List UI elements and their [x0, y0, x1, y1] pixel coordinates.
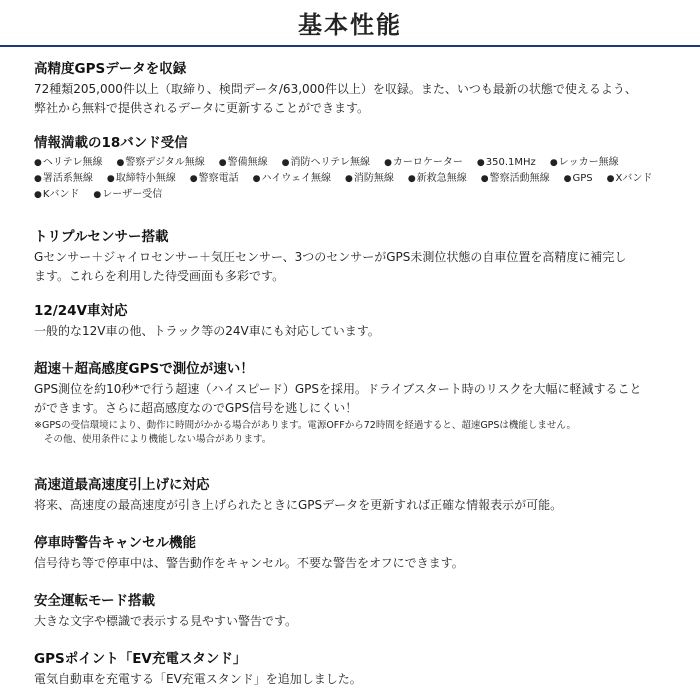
band-label: 署活系無線 — [42, 173, 93, 184]
section-12-24v — [34, 302, 674, 341]
body-line: ます。これらを利用した待受画面も多彩です。 — [34, 269, 285, 283]
band-label: レーザー受信 — [102, 189, 163, 200]
band-label: ヘリテレ無線 — [42, 157, 103, 168]
band-label: 警察活動無線 — [489, 173, 550, 184]
body-line: 将来、高速度の最高速度が引き上げられたときにGPSデータを更新すれば正確な情報表示が可能。 — [34, 498, 563, 512]
section-gps-data — [34, 60, 674, 118]
bullet-dot-icon: ● — [252, 174, 261, 184]
section-body — [34, 554, 674, 573]
band-item — [107, 171, 176, 187]
band-item — [607, 171, 653, 187]
bullet-dot-icon: ● — [480, 174, 489, 184]
section-heading: 停車時警告キャンセル機能 — [34, 535, 196, 551]
band-label: カーロケーター — [392, 157, 463, 168]
body-line: 一般的な12V車の他、トラック等の24V車にも対応しています。 — [34, 324, 380, 338]
section-body — [34, 670, 674, 689]
section-triple-sensor — [34, 228, 674, 286]
band-item — [116, 155, 204, 171]
body-line: 大きな文字や標識で表示する見やすい警告です。 — [34, 614, 298, 628]
bullet-dot-icon: ● — [549, 158, 558, 168]
bullet-dot-icon: ● — [218, 158, 227, 168]
band-item — [34, 171, 93, 187]
band-label: Kバンド — [42, 189, 80, 200]
band-label: 消防無線 — [353, 173, 394, 184]
band-item — [253, 171, 331, 187]
section-body — [34, 80, 674, 118]
page-title: 基本性能 — [298, 11, 402, 39]
band-label: 350.1MHz — [485, 157, 536, 168]
body-line: 電気自動車を充電する「EV充電スタンド」を追加しました。 — [34, 672, 362, 686]
band-item — [190, 171, 239, 187]
section-heading: GPSポイント「EV充電スタンド」 — [34, 651, 247, 667]
bullet-dot-icon: ● — [34, 158, 42, 168]
bullet-dot-icon: ● — [345, 174, 353, 184]
band-label: 新救急無線 — [416, 173, 467, 184]
body-line: GPS測位を約10秒*で行う超速（ハイスピード）GPSを採用。ドライブスタート時のリスクを大幅に軽減すること — [34, 382, 642, 396]
title-divider — [0, 45, 700, 47]
band-item — [219, 155, 268, 171]
band-item — [550, 155, 619, 171]
band-label: 警察デジタル無線 — [125, 157, 205, 168]
bullet-dot-icon: ● — [93, 190, 102, 200]
section-body — [34, 380, 674, 418]
body-line: 弊社から無料で提供されるデータに更新することができます。 — [34, 101, 370, 115]
section-heading: 安全運転モード搭載 — [34, 593, 155, 609]
band-item — [564, 171, 593, 187]
bullet-dot-icon: ● — [407, 174, 416, 184]
band-label: 取締特小無線 — [115, 173, 176, 184]
bullet-dot-icon: ● — [384, 158, 392, 168]
section-heading: 情報満載の18バンド受信 — [34, 135, 188, 151]
body-line: 72種類205,000件以上（取締り、検問データ/63,000件以上）を収録。また、いつも最新の状態で使えるよう、 — [34, 82, 637, 96]
note-line: その他、使用条件により機能しない場合があります。 — [44, 434, 272, 445]
section-body — [34, 322, 674, 341]
bullet-dot-icon: ● — [189, 174, 198, 184]
section-heading: 高精度GPSデータを収録 — [34, 61, 187, 77]
bullet-dot-icon: ● — [34, 190, 42, 200]
band-label: 警備無線 — [227, 157, 268, 168]
body-line: Gセンサー＋ジャイロセンサー＋気圧センサー、3つのセンサーがGPS未測位状態の自車位置を高精度に補完し — [34, 250, 627, 264]
section-18-bands — [34, 134, 674, 203]
band-item — [34, 187, 79, 203]
bullet-dot-icon: ● — [116, 158, 125, 168]
section-heading: トリプルセンサー搭載 — [34, 229, 169, 245]
bullet-dot-icon: ● — [34, 174, 42, 184]
bullet-dot-icon: ● — [106, 174, 115, 184]
band-label: 消防ヘリテレ無線 — [290, 157, 371, 168]
band-item — [408, 171, 467, 187]
band-item — [34, 155, 102, 171]
bullet-dot-icon: ● — [563, 174, 572, 184]
band-item — [481, 171, 550, 187]
band-label: レッカー無線 — [558, 157, 619, 168]
body-line: 信号待ち等で停車中は、警告動作をキャンセル。不要な警告をオフにできます。 — [34, 556, 464, 570]
bullet-dot-icon: ● — [606, 174, 615, 184]
section-body — [34, 496, 674, 515]
section-ev-charging — [34, 650, 674, 689]
band-label: Xバンド — [615, 173, 653, 184]
note-line: ※GPSの受信環境により、動作に時間がかかる場合があります。電源OFFから72時間を経過すると、超速GPSは機能しません。 — [34, 420, 577, 431]
section-heading: 12/24V車対応 — [34, 303, 128, 319]
band-label: 警察電話 — [198, 173, 239, 184]
section-safe-drive — [34, 592, 674, 631]
section-stop-cancel — [34, 534, 674, 573]
section-heading: 超速＋超高感度GPSで測位が速い！ — [34, 361, 254, 377]
band-item — [93, 187, 162, 203]
band-item — [477, 155, 536, 171]
band-label: GPS — [572, 173, 593, 184]
section-body — [34, 612, 674, 631]
band-item — [384, 155, 463, 171]
band-item — [282, 155, 370, 171]
section-heading: 高速道最高速度引上げに対応 — [34, 477, 210, 493]
bullet-dot-icon: ● — [281, 158, 290, 168]
section-highway-speed — [34, 476, 674, 515]
bullet-dot-icon: ● — [476, 158, 485, 168]
band-list — [34, 155, 674, 203]
section-body — [34, 248, 674, 286]
body-line: ができます。さらに超高感度なのでGPS信号を逃しにくい！ — [34, 401, 358, 415]
section-fast-gps — [34, 360, 674, 447]
section-notes — [34, 419, 674, 447]
band-label: ハイウェイ無線 — [261, 173, 332, 184]
band-item — [345, 171, 394, 187]
